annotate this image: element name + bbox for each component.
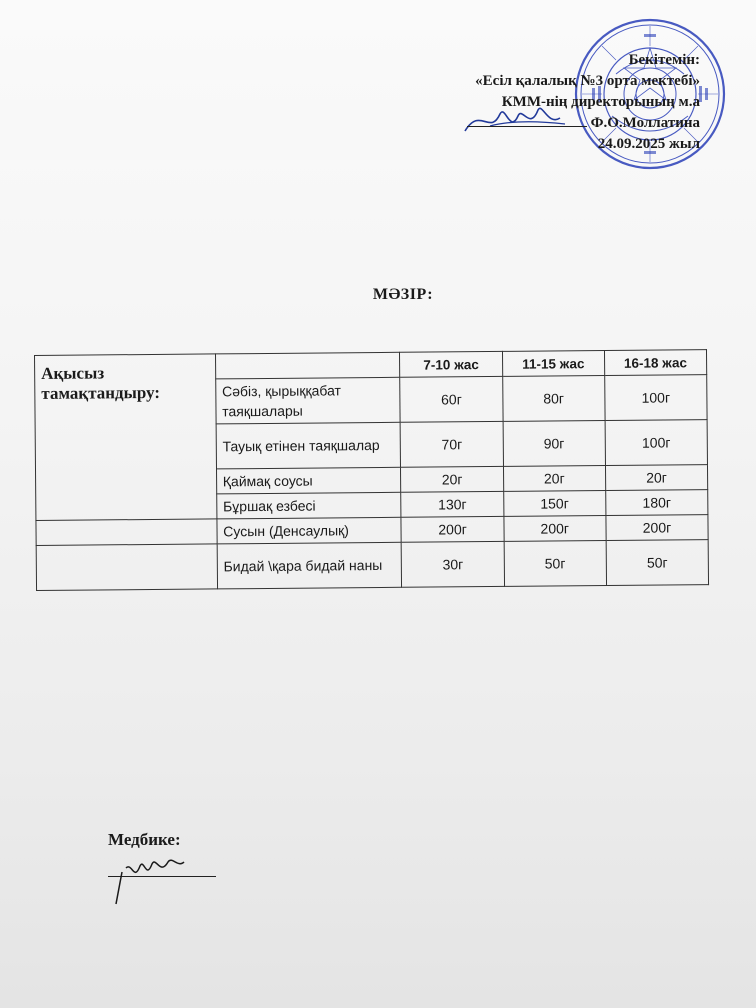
portion-cell: 50г — [606, 540, 709, 586]
portion-cell: 60г — [400, 376, 503, 422]
portion-cell: 100г — [605, 375, 708, 421]
menu-title: МӘЗІР: — [372, 286, 434, 303]
dish-name: Сәбіз, қырыққабат таяқшалары — [215, 377, 400, 424]
portion-cell: 70г — [401, 421, 504, 467]
portion-cell: 50г — [504, 541, 607, 587]
portion-cell: 20г — [605, 465, 707, 491]
section-label: Ақысыз тамақтандыру: — [41, 363, 161, 403]
approval-director-name: Ф.О.Моллатина — [590, 115, 700, 131]
approval-school-name: «Есіл қалалық №3 орта мектебі» — [475, 73, 700, 89]
approval-block — [370, 50, 700, 155]
dish-name: Бидай \қара бидай наны — [217, 542, 402, 589]
dish-name: Сусын (Денсаулық) — [217, 517, 402, 544]
portion-cell: 90г — [503, 421, 606, 467]
table-row — [36, 540, 708, 591]
portion-cell: 150г — [503, 491, 605, 517]
portion-cell: 100г — [605, 420, 708, 466]
approval-signature-row — [370, 113, 700, 134]
age-header-cell: 7-10 жас — [400, 351, 502, 377]
empty-cell — [36, 519, 217, 546]
signature-line — [467, 114, 587, 127]
portion-cell: 80г — [502, 376, 605, 422]
portion-cell: 200г — [401, 516, 503, 542]
age-header-cell: 11-15 жас — [502, 351, 604, 377]
dish-name: Тауық етінен таяқшалар — [216, 422, 401, 469]
portion-cell: 180г — [606, 490, 708, 516]
dish-name: Қаймақ соусы — [216, 467, 401, 494]
approval-position: КММ-нің директорының м.а — [501, 94, 700, 110]
empty-cell — [36, 544, 217, 591]
menu-table — [34, 349, 709, 591]
portion-cell: 200г — [606, 515, 708, 541]
approval-heading: Бекітемін: — [628, 52, 700, 68]
dish-name: Бұршақ езбесі — [216, 492, 401, 519]
portion-cell: 20г — [503, 466, 605, 492]
portion-cell: 130г — [401, 491, 503, 517]
age-header-cell: 16-18 жас — [604, 350, 706, 376]
dish-header-cell — [215, 352, 400, 379]
section-label-cell — [35, 354, 217, 521]
portion-cell: 200г — [504, 516, 606, 542]
nurse-label: Медбике: — [108, 830, 181, 849]
portion-cell: 20г — [401, 466, 503, 492]
portion-cell: 30г — [402, 541, 505, 587]
approval-date: 24.09.2025 жыл — [597, 136, 700, 152]
nurse-signature — [112, 848, 192, 908]
